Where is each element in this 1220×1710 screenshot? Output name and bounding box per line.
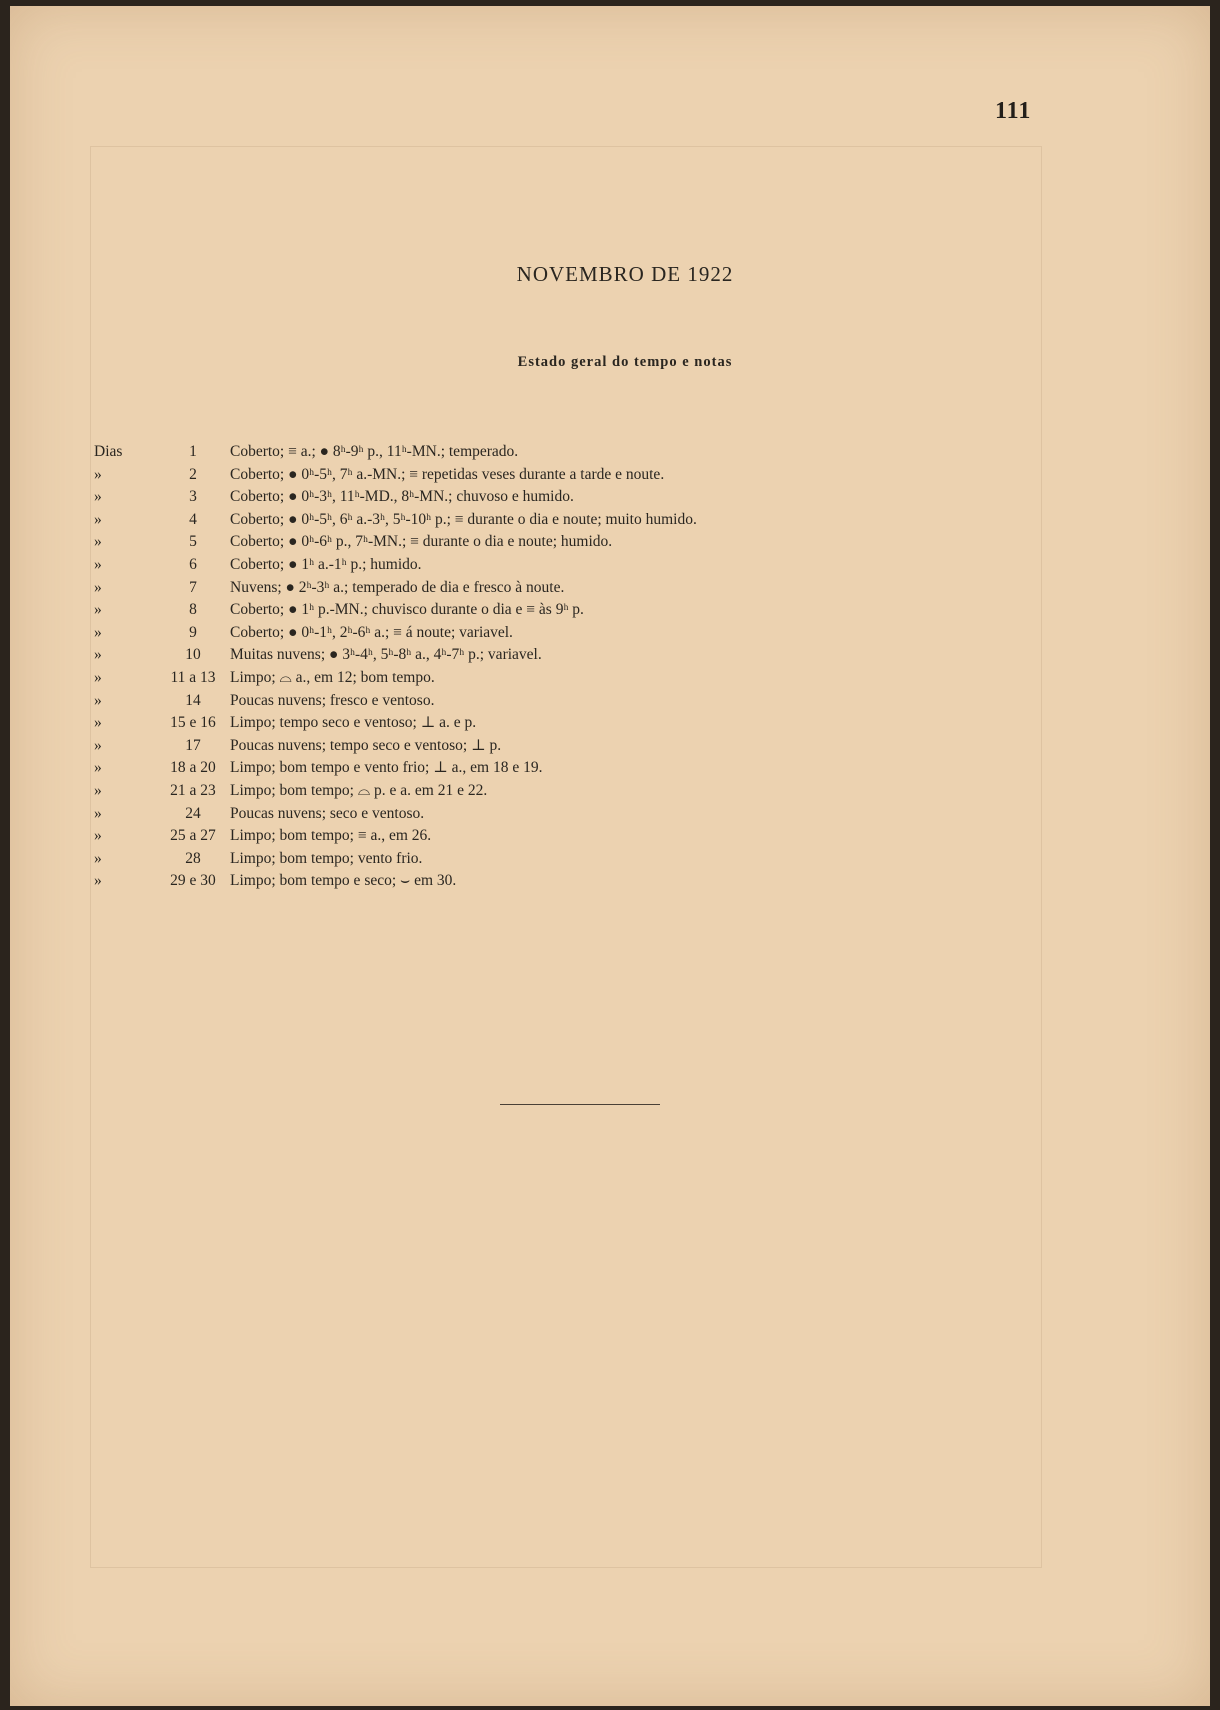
closing-rule — [500, 1104, 660, 1105]
entry-row — [10, 870, 1210, 892]
entry-days: 10 — [185, 646, 201, 664]
entry-days: 4 — [189, 510, 197, 528]
entry-lead: » — [94, 556, 102, 573]
entry-lead: » — [94, 691, 102, 709]
entry-description: Limpo; bom tempo e vento frio; ⊥ a., em 18 e 19. — [230, 759, 543, 777]
entry-days: 7 — [189, 578, 197, 596]
entry-lead: » — [94, 759, 102, 777]
entry-lead: » — [94, 623, 102, 641]
entry-row — [10, 825, 1210, 847]
page-subtitle: Estado geral do tempo e notas — [517, 354, 733, 370]
entry-row — [10, 554, 1210, 576]
entry-description: Coberto; ● 1ʰ a.-1ʰ p.; humido. — [230, 556, 422, 573]
entry-row — [10, 735, 1210, 757]
entry-description: Limpo; bom tempo; ≡ a., em 26. — [230, 827, 432, 845]
entry-row — [10, 509, 1210, 531]
entry-lead: » — [94, 827, 102, 845]
entry-days: 14 — [185, 691, 201, 709]
entry-row — [10, 577, 1210, 599]
entry-row — [10, 803, 1210, 825]
entry-lead: » — [94, 578, 102, 596]
entry-lead: » — [94, 736, 102, 754]
entry-lead: Dias — [94, 443, 123, 460]
entry-days: 28 — [185, 849, 201, 867]
entry-days: 15 e 16 — [170, 714, 216, 732]
entry-description: Coberto; ● 0ʰ-5ʰ, 7ʰ a.-MN.; ≡ repetidas veses durante a tarde e noute. — [230, 465, 665, 483]
entry-description: Coberto; ● 1ʰ p.-MN.; chuvisco durante o dia e ≡ às 9ʰ p. — [230, 601, 584, 619]
entry-lead: » — [94, 714, 102, 732]
entry-description: Limpo; bom tempo; vento frio. — [230, 849, 423, 867]
entry-description: Poucas nuvens; fresco e ventoso. — [230, 691, 435, 709]
page-number: 111 — [995, 98, 1032, 124]
entry-days: 29 e 30 — [170, 872, 216, 890]
entry-row — [10, 667, 1210, 689]
entry-lead: » — [94, 782, 102, 799]
entry-description: Coberto; ● 0ʰ-6ʰ p., 7ʰ-MN.; ≡ durante o dia e noute; humido. — [230, 533, 613, 551]
entry-row — [10, 486, 1210, 508]
entry-lead: » — [94, 646, 102, 664]
entry-lead: » — [94, 601, 102, 619]
entry-row — [10, 622, 1210, 644]
entry-description: Coberto; ● 0ʰ-5ʰ, 6ʰ a.-3ʰ, 5ʰ-10ʰ p.; ≡ durante o dia e noute; muito humido. — [230, 510, 697, 528]
entry-row — [10, 712, 1210, 734]
entry-row — [10, 644, 1210, 666]
entry-description: Coberto; ≡ a.; ● 8ʰ-9ʰ p., 11ʰ-MN.; temperado. — [230, 443, 519, 460]
entry-days: 17 — [185, 736, 201, 754]
entry-description: Coberto; ● 0ʰ-1ʰ, 2ʰ-6ʰ a.; ≡ á noute; variavel. — [230, 623, 513, 641]
entry-lead: » — [94, 533, 102, 551]
document-page — [10, 6, 1210, 1706]
entry-row — [10, 599, 1210, 621]
entry-lead: » — [94, 849, 102, 867]
entry-lead: » — [94, 872, 102, 890]
entry-description: Limpo; bom tempo e seco; ⌣ em 30. — [230, 872, 457, 890]
entry-description: Poucas nuvens; seco e ventoso. — [230, 804, 425, 822]
entry-lead: » — [94, 669, 102, 686]
page-title: NOVEMBRO DE 1922 — [516, 262, 734, 286]
entry-days: 9 — [189, 623, 197, 641]
entry-days: 5 — [189, 533, 197, 551]
entry-description: Nuvens; ● 2ʰ-3ʰ a.; temperado de dia e fresco à noute. — [230, 578, 565, 596]
entry-row — [10, 757, 1210, 779]
entry-days: 18 a 20 — [170, 759, 216, 777]
entry-row — [10, 690, 1210, 712]
entry-row — [10, 848, 1210, 870]
entry-days: 21 a 23 — [170, 782, 216, 799]
entry-days: 11 a 13 — [170, 669, 216, 686]
entry-row — [10, 464, 1210, 486]
entry-days: 2 — [189, 465, 197, 483]
entry-lead: » — [94, 465, 102, 483]
entry-days: 3 — [189, 488, 197, 506]
entry-row — [10, 531, 1210, 553]
entry-days: 25 a 27 — [170, 827, 216, 845]
entry-description: Muitas nuvens; ● 3ʰ-4ʰ, 5ʰ-8ʰ a., 4ʰ-7ʰ p.; variavel. — [230, 646, 542, 664]
entry-description: Poucas nuvens; tempo seco e ventoso; ⊥ p. — [230, 736, 502, 754]
entry-lead: » — [94, 510, 102, 528]
entry-lead: » — [94, 804, 102, 822]
entry-days: 1 — [189, 443, 197, 460]
entry-description: Limpo; bom tempo; ⌓ p. e a. em 21 e 22. — [230, 782, 488, 799]
entry-description: Limpo; ⌓ a., em 12; bom tempo. — [230, 669, 435, 686]
entry-description: Limpo; tempo seco e ventoso; ⊥ a. e p. — [230, 714, 477, 732]
entry-row — [10, 780, 1210, 802]
entry-days: 8 — [189, 601, 197, 619]
entry-days: 6 — [189, 556, 197, 573]
entry-lead: » — [94, 488, 102, 506]
entry-row — [10, 441, 1210, 463]
entry-description: Coberto; ● 0ʰ-3ʰ, 11ʰ-MD., 8ʰ-MN.; chuvoso e humido. — [230, 488, 574, 506]
entry-days: 24 — [185, 804, 201, 822]
